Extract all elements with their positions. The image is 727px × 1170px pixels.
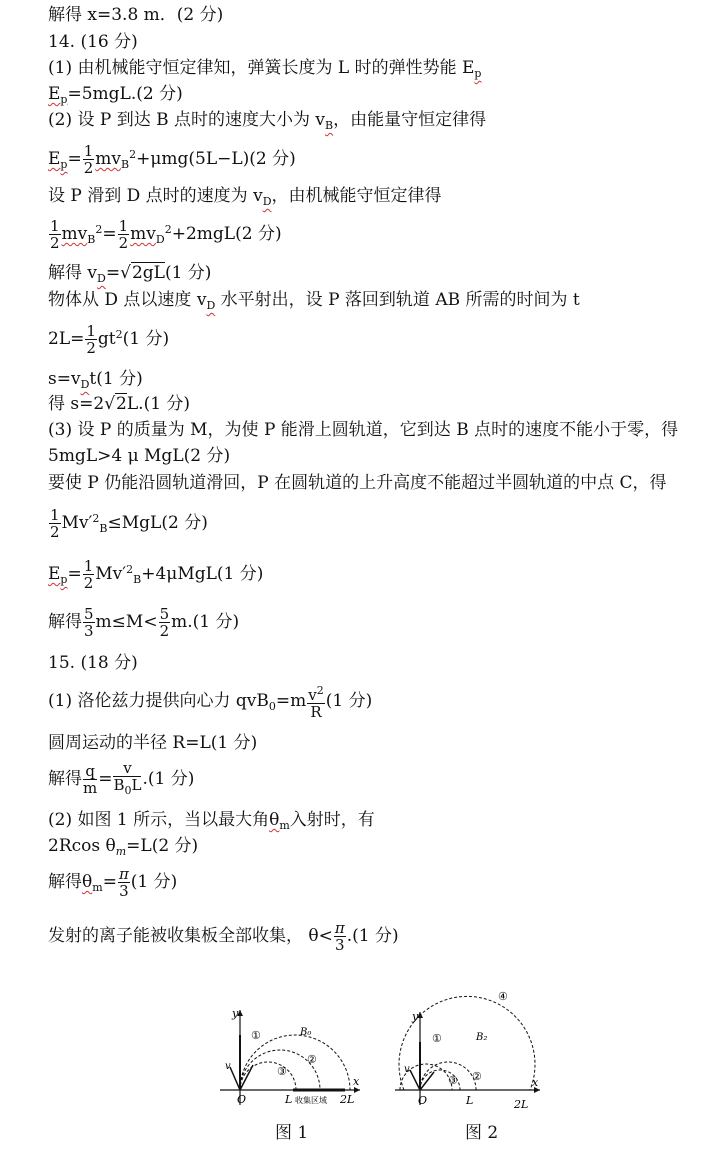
line-ep-eq: $E_p=$ $\frac{1}{2}$ $Mv'^2_B+4\mu MgL(1$ 分) [48,557,264,592]
fig1-y-label: y [232,1007,239,1020]
fig2-v: v [404,1064,410,1075]
figure-2 [390,962,550,1117]
fig2-b2: B₂ [476,1032,488,1043]
fig1-v: v [225,1061,231,1072]
fig1-2l: 2L [340,1093,355,1106]
line-s-eq: $s=v_Dt(1$ 分) [48,369,143,391]
fig1-c1: ① [251,1029,261,1042]
line-cos-eq: 2Rcos $\theta_m=L(2$ 分) [48,836,199,858]
line-fall-eq: 2L= $\frac{1}{2}$ $gt^2(1$ 分) [48,322,170,357]
line-q14-3: (3) 设 P 的质量为 M，为使 P 能滑上圆轨道，它到达 B 点时的速度不能小于零，得 [48,420,679,440]
line-return: 要使 P 仍能沿圆轨道滑回，P 在圆轨道的上升高度不能超过半圆轨道的中点 C，得 [48,473,667,493]
fig1-x-label: x [353,1075,360,1088]
fig1-b0: B₀ [300,1027,312,1038]
line-energy-eq: $E_p=$ $\frac{1}{2}$ $mv_B^2+\mu mg(5L-L)(2$ 分) [48,142,296,177]
line-mech-eq: $\frac{1}{2}$ $mv_B^2=$ $\frac{1}{2}$ $mv_D^2+2mgL(2$ 分) [50,217,282,252]
fig1-origin: O [237,1093,247,1106]
line-charge-ratio: 解得 $\frac{q}{m}$ = $\frac{v}{B_0L}$ .(1 分) [48,759,195,797]
line-conclusion: 发射的离子能被收集板全部收集， θ< $\frac{\pi}{3}$ .(1 分) [48,919,399,954]
line-s-result: 得 s=2√2L.(1 分) [48,394,191,414]
heading-q14: 14. (16 分) [48,32,138,52]
line-lorentz: (1) 洛伦兹力提供向心力 qvB$_0$=m $\frac{v^2}{R}$ (1 分) [48,684,373,721]
fig2-x-label: x [532,1076,539,1089]
line-ep: $E_p=5mgL.(2$ 分) [48,84,183,106]
fig1-c2: ② [307,1053,317,1066]
line-height-ineq: $\frac{1}{2}$ $Mv'^2_B\le MgL(2$ 分) [50,506,208,541]
line-q15-2: (2) 如图 1 所示，当以最大角$\theta_m$入射时，有 [48,810,375,832]
line-q14-2: (2) 设 P 到达 B 点时的速度大小为 $v_B$，由能量守恒定律得 [48,110,487,132]
line-solve-x: 解得 x=3.8 m．(2 分) [48,5,224,25]
fig1-zone: 收集区域 [295,1096,327,1105]
figure-1 [215,1005,365,1115]
heading-q15: 15. (18 分) [48,653,138,673]
line-mass-range: 解得 $\frac{5}{3}$ m≤M< $\frac{5}{2}$ m.(1 分) [48,605,240,640]
line-theta-m: 解得$\theta_m=$ $\frac{\pi}{3}$ (1 分) [48,865,178,900]
line-ineq: 5mgL>4 μ MgL(2 分) [48,446,231,466]
fig2-origin: O [418,1094,428,1107]
fig1-l: L [285,1093,293,1106]
fig2-c4: ④ [498,990,508,1003]
fig1-c3: ③ [277,1065,287,1078]
line-radius: 圆周运动的半径 R=L(1 分) [48,733,258,753]
figure-2-caption: 图 2 [465,1123,499,1143]
fig2-y-label: y [412,1010,419,1023]
line-projectile: 物体从 D 点以速度 $v_D$ 水平射出，设 P 落回到轨道 AB 所需的时间为 t [48,290,580,312]
line-q14-1: (1) 由机械能守恒定律知，弹簧长度为 L 时的弹性势能 $E_p$ [48,58,482,80]
fig2-c2: ② [472,1070,482,1083]
line-vd: 设 P 滑到 D 点时的速度为 $v_D$，由机械能守恒定律得 [48,186,442,208]
fig2-c3: ③ [448,1074,458,1087]
fig2-c1: ① [432,1032,442,1045]
fig2-2l: 2L [514,1098,529,1111]
line-solve-vd: 解得 $v_D=√2gL(1$ 分) [48,263,212,285]
fig2-l: L [466,1094,474,1107]
figure-1-caption: 图 1 [275,1123,309,1143]
